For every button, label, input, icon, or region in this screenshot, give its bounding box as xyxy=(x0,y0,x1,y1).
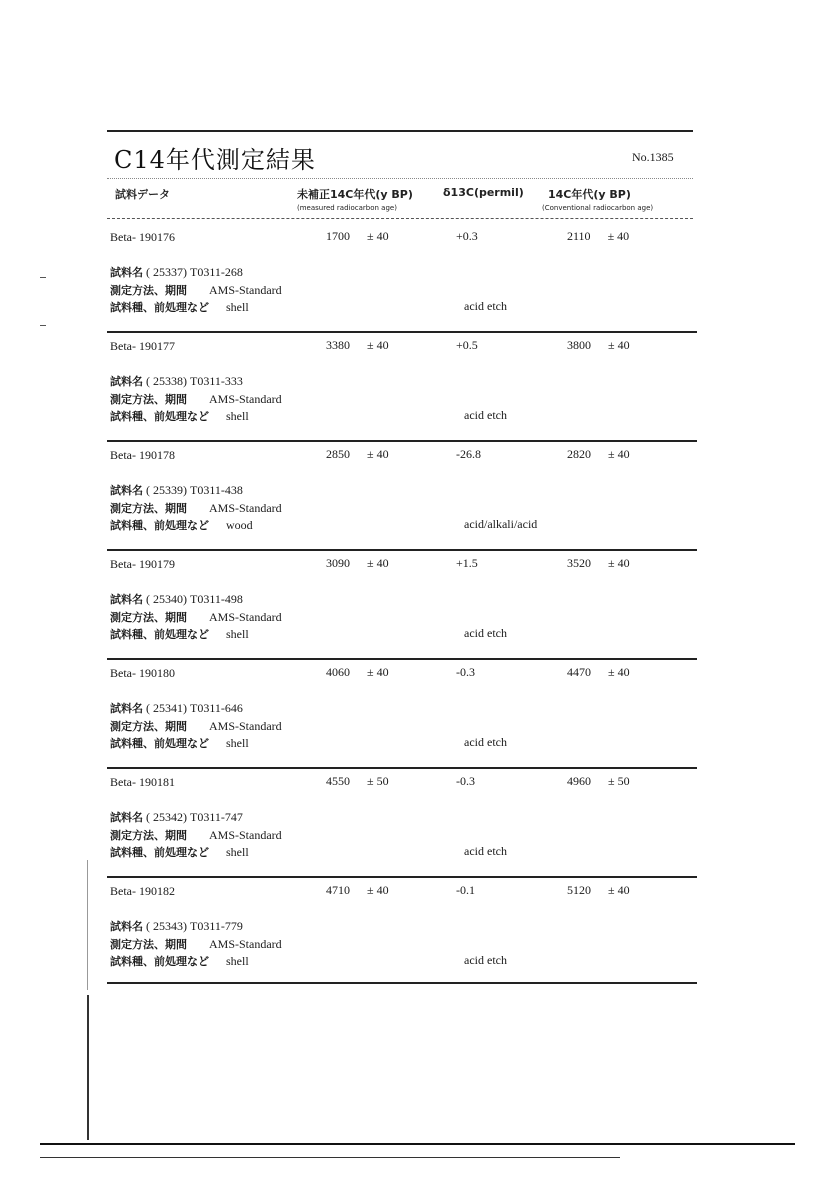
sample-type: 試料種、前処理など shell xyxy=(110,736,249,750)
conventional-age: 5120 ± 40 xyxy=(567,883,630,897)
record-separator xyxy=(107,549,697,551)
record-separator xyxy=(107,658,697,660)
beta-code: Beta- 190177 xyxy=(110,339,175,353)
d13c-value: +0.3 xyxy=(456,229,478,243)
sample-name: 試料名 ( 25343) T0311-779 xyxy=(110,919,243,933)
header-measured-age-sub: (measured radiocarbon age) xyxy=(297,204,397,212)
sample-name: 試料名 ( 25337) T0311-268 xyxy=(110,265,243,279)
pretreatment: acid etch xyxy=(464,299,507,313)
beta-code: Beta- 190181 xyxy=(110,775,175,789)
sample-type: 試料種、前処理など shell xyxy=(110,954,249,968)
record xyxy=(0,662,827,771)
beta-code: Beta- 190182 xyxy=(110,884,175,898)
d13c-value: -0.3 xyxy=(456,665,475,679)
pretreatment: acid/alkali/acid xyxy=(464,517,538,531)
pretreatment: acid etch xyxy=(464,844,507,858)
measurement-method: 測定方法、期間 AMS-Standard xyxy=(110,392,282,406)
record-separator xyxy=(107,440,697,442)
measurement-method: 測定方法、期間 AMS-Standard xyxy=(110,501,282,515)
document-number: No.1385 xyxy=(632,150,674,164)
page-title: C14年代測定結果 xyxy=(114,146,316,174)
beta-code: Beta- 190180 xyxy=(110,666,175,680)
record xyxy=(0,335,827,444)
pretreatment: acid etch xyxy=(464,408,507,422)
record xyxy=(0,553,827,662)
conventional-age: 3520 ± 40 xyxy=(567,556,630,570)
scan-edge-mark xyxy=(87,995,89,1140)
d13c-value: -0.1 xyxy=(456,883,475,897)
scan-mark xyxy=(40,277,46,278)
pretreatment: acid etch xyxy=(464,626,507,640)
measured-age: 2850 ± 40 xyxy=(326,447,389,461)
scan-bottom-edge xyxy=(40,1143,795,1145)
sample-type: 試料種、前処理など shell xyxy=(110,845,249,859)
header-bottom-rule xyxy=(107,218,693,219)
sample-type: 試料種、前処理など shell xyxy=(110,300,249,314)
conventional-age: 2820 ± 40 xyxy=(567,447,630,461)
measured-age: 4060 ± 40 xyxy=(326,665,389,679)
d13c-value: -0.3 xyxy=(456,774,475,788)
sample-name: 試料名 ( 25340) T0311-498 xyxy=(110,592,243,606)
sample-name: 試料名 ( 25339) T0311-438 xyxy=(110,483,243,497)
measured-age: 1700 ± 40 xyxy=(326,229,389,243)
beta-code: Beta- 190179 xyxy=(110,557,175,571)
record-separator xyxy=(107,767,697,769)
scan-bottom-line xyxy=(40,1157,620,1158)
measurement-method: 測定方法、期間 AMS-Standard xyxy=(110,828,282,842)
beta-code: Beta- 190178 xyxy=(110,448,175,462)
sample-name: 試料名 ( 25342) T0311-747 xyxy=(110,810,243,824)
measured-age: 4550 ± 50 xyxy=(326,774,389,788)
record-separator xyxy=(107,331,697,333)
header-conventional-age-sub: (Conventional radiocarbon age) xyxy=(542,204,654,212)
measured-age: 4710 ± 40 xyxy=(326,883,389,897)
sample-name: 試料名 ( 25341) T0311-646 xyxy=(110,701,243,715)
scan-edge-mark xyxy=(87,860,88,990)
d13c-value: -26.8 xyxy=(456,447,481,461)
conventional-age: 2110 ± 40 xyxy=(567,229,630,243)
header-top-dotted-rule xyxy=(107,178,693,179)
pretreatment: acid etch xyxy=(464,953,507,967)
pretreatment: acid etch xyxy=(464,735,507,749)
record xyxy=(0,444,827,553)
top-rule xyxy=(107,130,693,132)
record xyxy=(0,226,827,335)
record-separator xyxy=(107,982,697,984)
measured-age: 3380 ± 40 xyxy=(326,338,389,352)
d13c-value: +1.5 xyxy=(456,556,478,570)
measurement-method: 測定方法、期間 AMS-Standard xyxy=(110,937,282,951)
measurement-method: 測定方法、期間 AMS-Standard xyxy=(110,719,282,733)
record xyxy=(0,880,827,989)
header-measured-age: 未補正14C年代(y BP) xyxy=(297,188,413,201)
sample-type: 試料種、前処理など shell xyxy=(110,627,249,641)
sample-type: 試料種、前処理など wood xyxy=(110,518,253,532)
measured-age: 3090 ± 40 xyxy=(326,556,389,570)
conventional-age: 3800 ± 40 xyxy=(567,338,630,352)
record xyxy=(0,771,827,880)
header-sample-data: 試料データ xyxy=(115,188,170,201)
measurement-method: 測定方法、期間 AMS-Standard xyxy=(110,610,282,624)
header-d13c: δ13C(permil) xyxy=(443,186,524,199)
conventional-age: 4960 ± 50 xyxy=(567,774,630,788)
sample-name: 試料名 ( 25338) T0311-333 xyxy=(110,374,243,388)
header-conventional-age: 14C年代(y BP) xyxy=(548,188,631,201)
sample-type: 試料種、前処理など shell xyxy=(110,409,249,423)
d13c-value: +0.5 xyxy=(456,338,478,352)
beta-code: Beta- 190176 xyxy=(110,230,175,244)
measurement-method: 測定方法、期間 AMS-Standard xyxy=(110,283,282,297)
conventional-age: 4470 ± 40 xyxy=(567,665,630,679)
scan-mark xyxy=(40,325,46,326)
record-separator xyxy=(107,876,697,878)
